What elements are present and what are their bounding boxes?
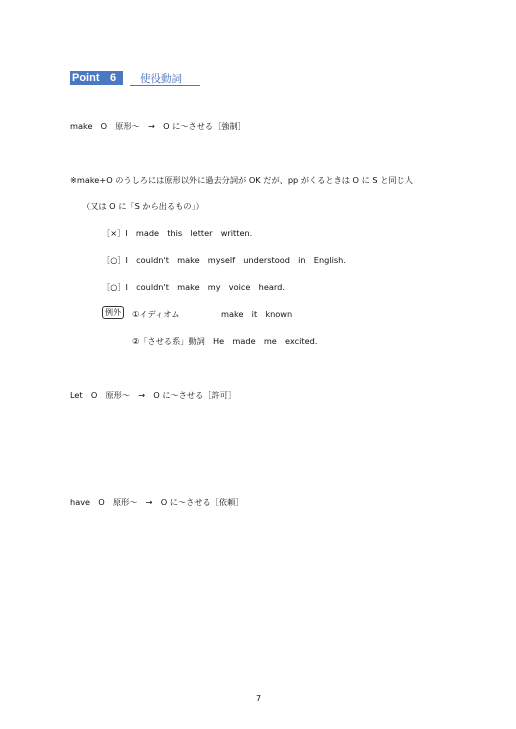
exception-item-1-text: make it known <box>221 309 293 319</box>
example-wrong: ［×］I made this letter written. <box>102 228 253 238</box>
exception-item-1-label: ①イディオム <box>132 309 180 319</box>
example-correct-1: ［○］I couldn't make myself understood in English. <box>102 255 346 265</box>
have-rule: have O 原形～ → O に～させる［依頼］ <box>70 497 244 507</box>
exception-item-2: ②「させる系」動詞 He made me excited. <box>132 336 318 346</box>
title-underline <box>130 85 200 86</box>
note-line-2: （又は O に「S から出るもの」） <box>82 201 204 211</box>
let-rule: Let O 原形～ → O に～させる［許可］ <box>70 390 237 400</box>
make-rule: make O 原形～ → O に～させる［強制］ <box>70 121 246 131</box>
point-number: 6 <box>110 72 117 84</box>
page-number: 7 <box>256 694 262 703</box>
note-line-1: ※make+O のうしろには原形以外に過去分詞が OK だが、pp がくるときは O に S と同じ人 <box>70 175 413 185</box>
point-label: Point <box>72 72 100 84</box>
point-badge <box>70 71 123 85</box>
section-title: 使役動詞 <box>140 73 182 85</box>
exception-badge: 例外 <box>102 306 124 319</box>
example-correct-2: ［○］I couldn't make my voice heard. <box>102 282 285 292</box>
